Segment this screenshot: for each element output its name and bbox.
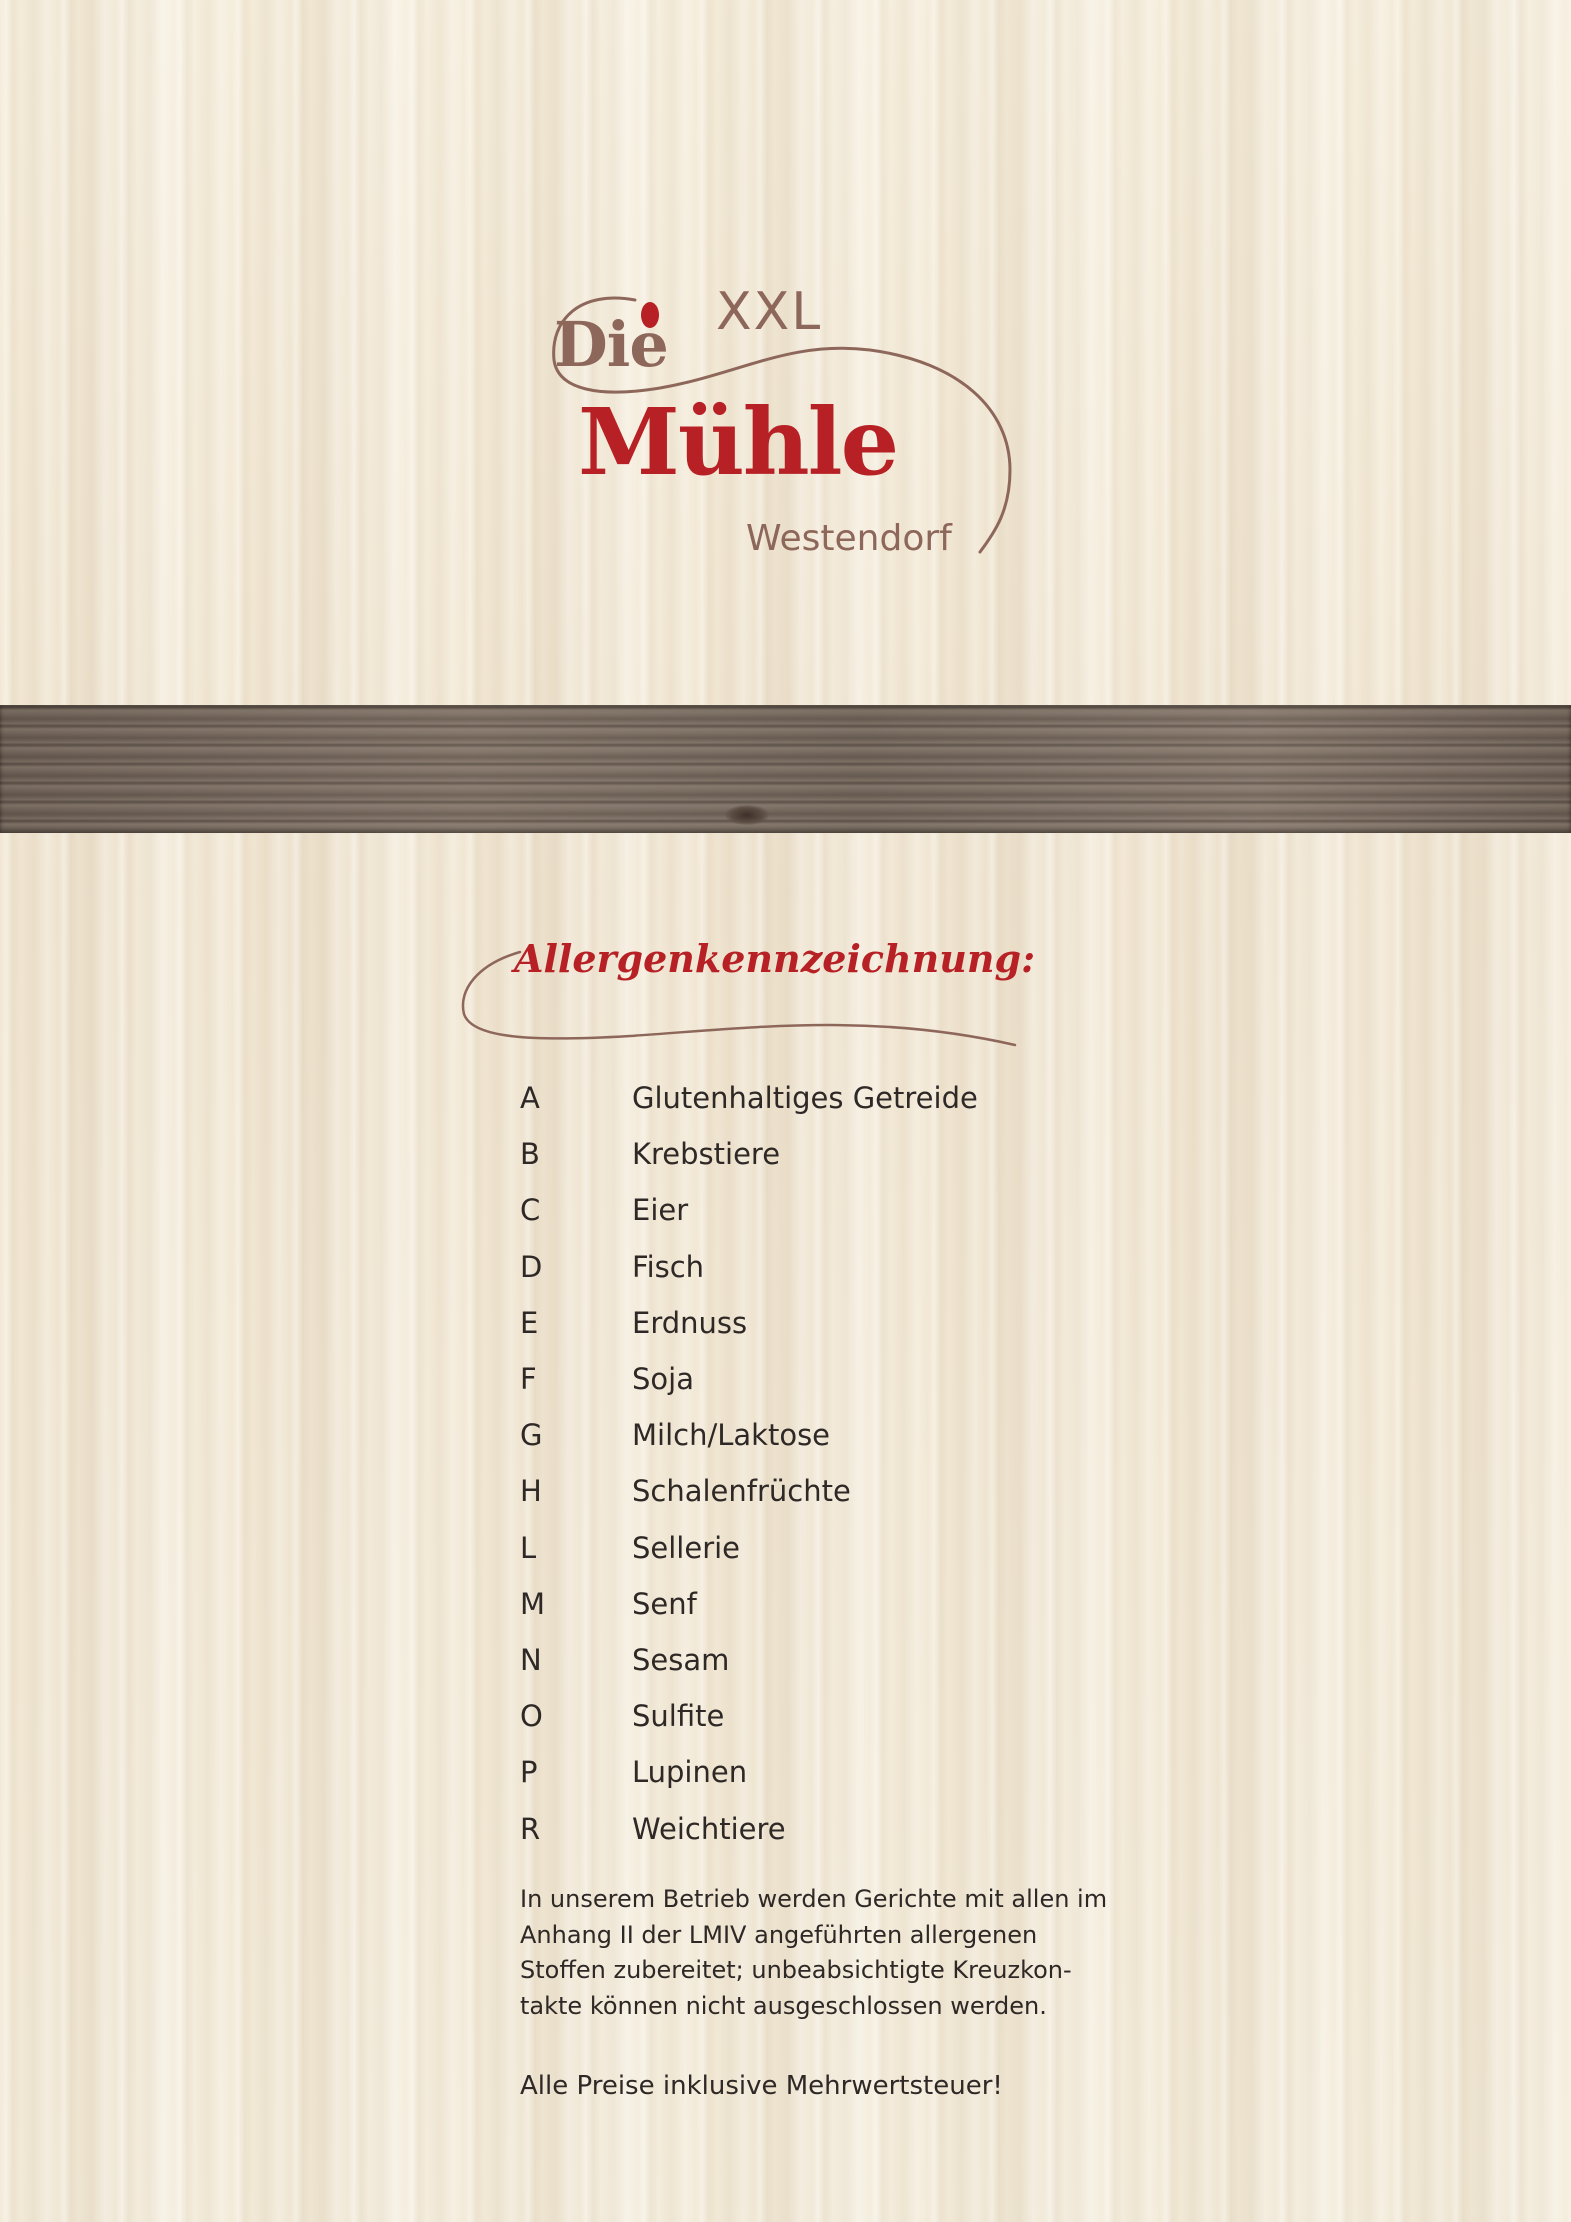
allergen-code: L — [520, 1530, 537, 1565]
allergen-code: P — [520, 1755, 538, 1790]
allergen-code: F — [520, 1362, 537, 1397]
wood-knot — [725, 805, 769, 825]
allergen-name: Erdnuss — [632, 1305, 748, 1340]
list-item — [520, 1688, 1220, 1744]
list-item — [520, 1182, 1220, 1238]
allergen-name: Lupinen — [632, 1755, 748, 1790]
list-item — [520, 1239, 1220, 1295]
allergen-name: Sesam — [632, 1642, 730, 1677]
brand-logo — [540, 270, 1040, 580]
allergen-notice — [520, 1882, 1160, 2024]
allergen-code: G — [520, 1418, 543, 1453]
allergen-code: O — [520, 1699, 543, 1734]
list-item — [520, 1576, 1220, 1632]
list-item — [520, 1744, 1220, 1800]
logo-muehle: Mühle — [578, 388, 898, 496]
allergen-name: Milch/Laktose — [632, 1418, 831, 1453]
allergen-name: Fisch — [632, 1249, 705, 1284]
allergen-code: E — [520, 1305, 539, 1340]
allergen-name: Senf — [632, 1586, 697, 1621]
list-item — [520, 1070, 1220, 1126]
allergen-code: D — [520, 1249, 543, 1284]
allergen-code: M — [520, 1586, 546, 1621]
allergen-name: Krebstiere — [632, 1137, 781, 1172]
allergen-code: R — [520, 1811, 541, 1846]
allergen-name: Eier — [632, 1193, 689, 1228]
allergen-code: H — [520, 1474, 542, 1509]
allergen-name: Sulfite — [632, 1699, 725, 1734]
allergen-list — [520, 1070, 1220, 1857]
allergen-heading-block — [450, 930, 1050, 1060]
list-item — [520, 1632, 1220, 1688]
list-item — [520, 1126, 1220, 1182]
allergen-code: C — [520, 1193, 541, 1228]
allergen-name: Soja — [632, 1362, 694, 1397]
notice-line: Anhang II der LMIV angeführten allergenen — [520, 1920, 1038, 1949]
page-title: Allergenkennzeichnung: — [514, 936, 1036, 981]
allergen-code: N — [520, 1642, 542, 1677]
list-item — [520, 1520, 1220, 1576]
notice-line: takte können nicht ausgeschlossen werden. — [520, 1991, 1047, 2020]
list-item — [520, 1351, 1220, 1407]
wood-divider-band — [0, 705, 1571, 833]
allergen-code: A — [520, 1081, 540, 1116]
logo-xxl: XXL — [716, 282, 823, 342]
notice-line: Stoffen zubereitet; unbeabsichtigte Kreuzkon- — [520, 1956, 1072, 1984]
logo-die: Die — [554, 308, 668, 381]
allergen-name: Glutenhaltiges Getreide — [632, 1081, 978, 1116]
list-item — [520, 1407, 1220, 1463]
list-item — [520, 1800, 1220, 1856]
logo-location: Westendorf — [746, 518, 952, 559]
price-note: Alle Preise inklusive Mehrwertsteuer! — [520, 2071, 1003, 2101]
allergen-code: B — [520, 1137, 540, 1172]
allergen-name: Sellerie — [632, 1530, 741, 1565]
list-item — [520, 1463, 1220, 1519]
allergen-name: Weichtiere — [632, 1811, 786, 1846]
allergen-name: Schalenfrüchte — [632, 1474, 851, 1509]
list-item — [520, 1295, 1220, 1351]
notice-line: In unserem Betrieb werden Gerichte mit allen im — [520, 1885, 1108, 1913]
